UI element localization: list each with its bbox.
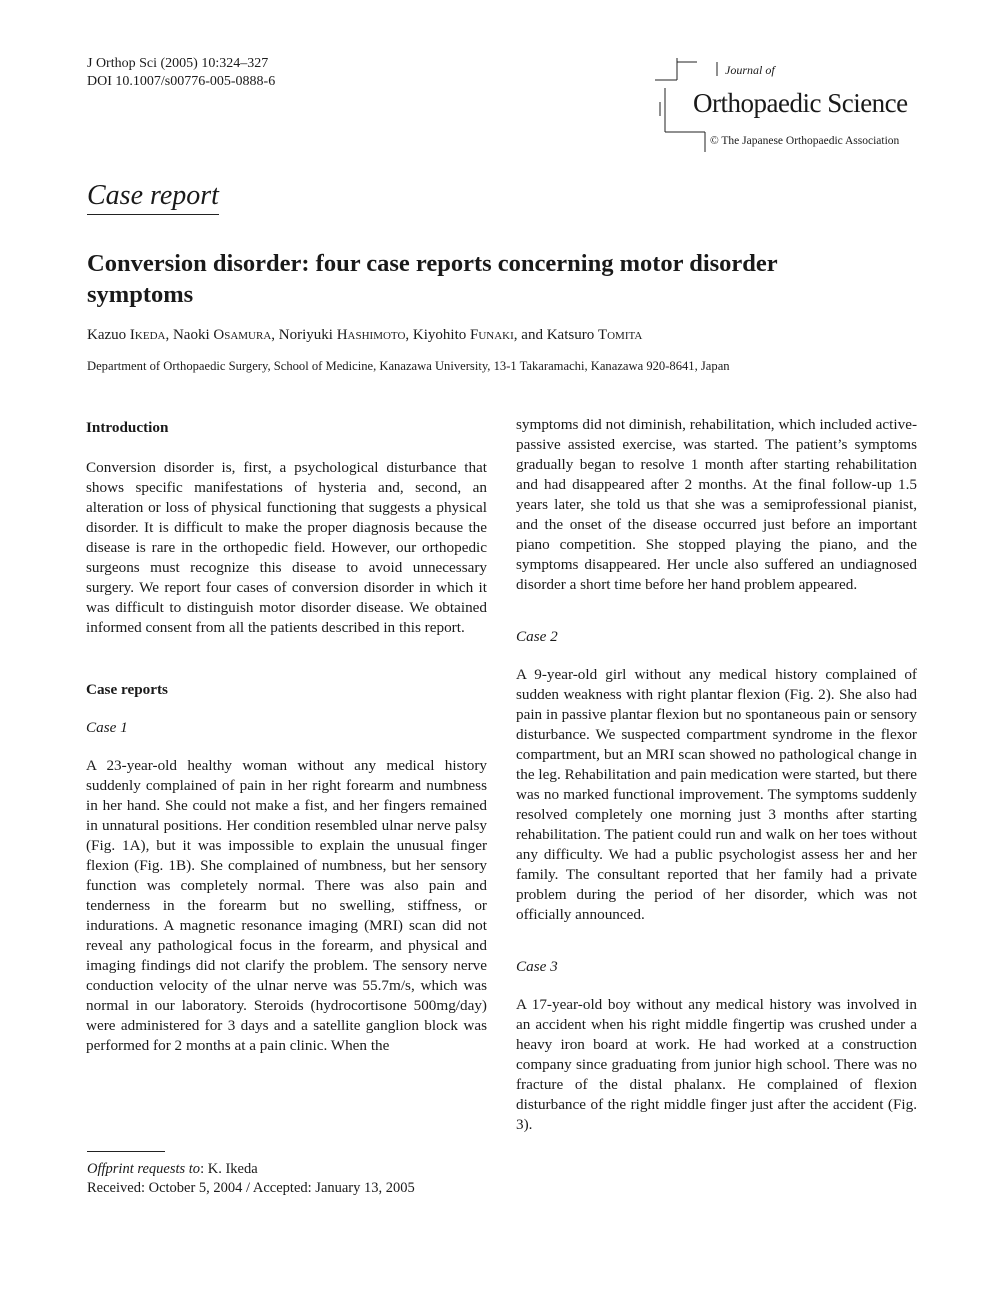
author-5: Katsuro Tomita [546,327,643,343]
case1-text: A 23-year-old healthy woman without any medical history suddenly complained of pain in her right forearm and numbness in her hand. She could not make a fist, and her fingers remained in unnatural positions. Her condition resembled ulnar nerve palsy (Fig. 1A), but it was impossible to explain the unusual finger flexion (Fig. 1B). She complained of numbness, but her sensory function was completely normal. There was also pain and tenderness in the forearm but no swelling, stiffness, or indurations. A magnetic resonance imaging (MRI) scan did not reveal any pathological focus in the forearm, and physical and imaging findings did not clarify the problem. The sensory nerve conduction velocity of the ulnar nerve was 55.7m/s, which was normal in our laboratory. Steroids (hydrocortisone 500mg/day) were administered for 3 days and a satellite ganglion block was performed for 2 months at a pain clinic. When the [86,757,487,1054]
logo-journal-of: Journal of [725,63,775,77]
left-column [86,418,487,1056]
author-3: Noriyuki Hashimoto [278,327,406,343]
right-column [516,415,917,1135]
case3-heading: Case 3 [516,958,558,975]
logo-association: © The Japanese Orthopaedic Association [710,135,900,147]
case1-heading: Case 1 [86,719,128,736]
footnote [87,1160,415,1198]
author-4: Kiyohito Funaki [412,327,514,343]
author-list: Kazuo Ikeda, Naoki Osamura, Noriyuki Hashimoto, Kiyohito Funaki, and Katsuro Tomita [87,327,643,343]
case2-text: A 9-year-old girl without any medical history complained of sudden weakness with right plantar flexion (Fig. 2). She also had pain in passive plantar flexion but no spontaneous pain or sensory disturbance. We suspected compartment syndrome in the flexor compartment, but an MRI scan showed no pathological change in the leg. Rehabilitation and pain medication were started, but there was no marked functional improvement. The symptoms suddenly resolved completely one morning just 3 months after starting rehabilitation. The patient could run and walk on her toes without any difficulty. We had a public psychologist assess her and her family. The consultant reported that her family had a private problem during the period of her disorder, which was not officially announced. [516,666,917,923]
introduction-text: Conversion disorder is, first, a psychological disturbance that shows specific manifestations of hysteria and, second, an alteration or loss of physical functioning that suggests a physical disorder. It is difficult to make the proper diagnosis because the disease is rare in the orthopedic field. However, our orthopedic surgeons must recognize this disease to avoid unnecessary surgery. We report four cases of conversion disorder in which it was difficult to distinguish motor disorder disease. We obtained informed consent from all the patients described in this report. [86,459,487,636]
footnote-rule [87,1151,165,1152]
received-dates: Received: October 5, 2004 / Accepted: January 13, 2005 [87,1180,415,1196]
offprint-label: Offprint requests to [87,1161,201,1177]
citation-doi: DOI 10.1007/s00776-005-0888-6 [87,74,276,89]
author-2: Naoki Osamura [172,327,272,343]
citation-journal: J Orthop Sci (2005) 10:324–327 [87,56,269,71]
article-title: Conversion disorder: four case reports concerning motor disorder symptoms [87,250,778,308]
article-type: Case report [87,180,219,215]
introduction-heading: Introduction [86,419,169,436]
case1-continued-text: symptoms did not diminish, rehabilitation, which included active-passive assisted exercise, was started. The patient’s symptoms gradually began to resolve 1 month after starting rehabilitation and had disappeared after 2 months. At the final follow-up 1.5 years later, she told us that she was a semiprofessional pianist, and the onset of the disease occurred just before an important piano competition. She stopped playing the piano, and the symptoms disappeared. Her uncle also suffered an undiagnosed disorder a short time before her hand problem appeared. [516,416,917,593]
offprint-name: : K. Ikeda [200,1161,258,1177]
logo-journal-name: Orthopaedic Science [693,88,908,118]
case2-heading: Case 2 [516,628,558,645]
affiliation: Department of Orthopaedic Surgery, School of Medicine, Kanazawa University, 13-1 Takaramachi, Kanazawa 920-8641, Japan [87,359,730,373]
journal-logo [655,58,920,153]
case3-text: A 17-year-old boy without any medical history was involved in an accident when his right middle fingertip was crushed under a heavy iron board at work. He had worked at a construction company since graduating from junior high school. There was no fracture of the distal phalanx. He complained of flexion disturbance of the right middle finger just after the accident (Fig. 3). [516,996,917,1133]
author-1: Kazuo Ikeda [87,327,166,343]
author-and: and [521,327,543,343]
offprint-line [87,1160,415,1179]
case-reports-heading: Case reports [86,681,168,698]
citation [87,55,275,91]
